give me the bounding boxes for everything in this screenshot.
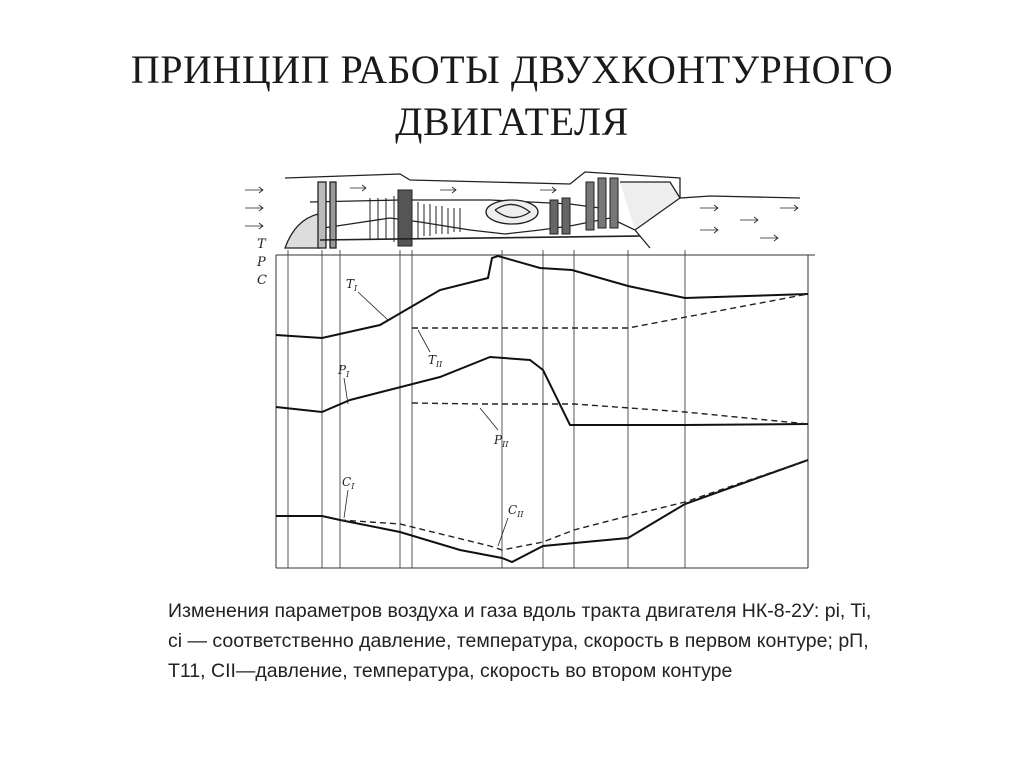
core-outline	[290, 218, 650, 248]
engine-cross-section	[245, 172, 800, 248]
section-lines	[288, 250, 685, 568]
curve-p1	[276, 357, 808, 425]
axis-letter-t: T	[257, 237, 266, 252]
slide-title	[0, 44, 1024, 148]
axis-letter-c: C	[257, 273, 267, 288]
slide-title-line-1: ПРИНЦИП РАБОТЫ ДВУХКОНТУРНОГО	[130, 47, 894, 92]
curve-t1	[276, 256, 808, 338]
exhaust-mixer	[620, 182, 680, 230]
graph-frame	[276, 255, 815, 568]
label-t1: $T_I$	[346, 277, 358, 293]
slide-title-line-2: ДВИГАТЕЛЯ	[395, 99, 629, 144]
label-t2: $T_{II}$	[428, 353, 443, 369]
curve-c1	[276, 460, 808, 562]
curve-t2	[412, 294, 808, 328]
inlet-spinner	[285, 214, 320, 248]
axis-letters	[256, 237, 267, 288]
curve-p2	[412, 403, 808, 424]
label-p1: $P_I$	[338, 363, 350, 379]
fan-blades	[318, 182, 336, 248]
label-c2: $C_{II}$	[508, 503, 524, 519]
compressor-stages	[370, 190, 460, 246]
engine-parameter-diagram	[240, 160, 820, 580]
label-p2: $P_{II}$	[494, 433, 509, 449]
curve-labels	[337, 277, 524, 546]
figure-caption: Изменения параметров воздуха и газа вдоль тракта двигателя НК-8-2У: pi, Ti, ci — соответственно давление, температура, скорость в первом контуре; рП, Т11, СII—давление, температура, скорость во втором контуре	[168, 600, 872, 682]
engine-shaft	[320, 236, 640, 240]
label-c1: $C_I$	[342, 475, 355, 491]
axis-letter-p: P	[257, 255, 266, 270]
